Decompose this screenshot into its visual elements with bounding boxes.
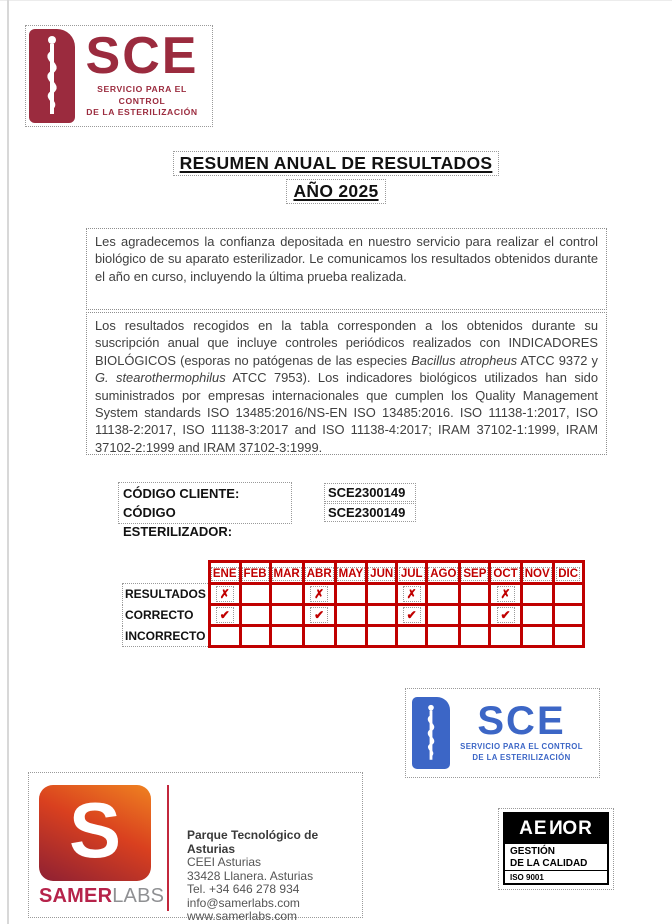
month-nov: NOV [524,567,550,580]
samerlabs-footer-block [28,772,363,923]
month-mar: MAR [273,567,300,580]
title-line2: AÑO 2025 [286,179,385,204]
samerlabs-name-light: LABS [112,885,165,907]
samerlabs-wordmark [39,885,165,908]
results-table [122,560,585,648]
month-dic: DIC [558,567,579,580]
details-paragraph [86,312,607,455]
mark-cell: ✔ [216,607,234,623]
table-corner-cell [123,562,210,584]
month-jun: JUN [370,567,394,580]
aenor-cert-line1: GESTIÓN [510,846,556,857]
mark-cell: ✗ [403,586,421,602]
stamp-tagline-line2: DE LA ESTERILIZACIÓN [472,752,571,762]
intro-paragraph-text: Les agradecemos la confianza depositada en nuestro servicio para realizar el control biológico de su aparato esterilizador. Le comunicamos los resultados obtenidos durante el año en curso, incluyendo la última prueba realizada. [95,234,598,284]
footer-divider-line [167,785,169,911]
address-line-5: info@samerlabs.com [187,895,300,910]
samerlabs-name-bold: SAMER [39,885,113,907]
aenor-iso-label: ISO 9001 [510,873,544,882]
sce-stamp-logo [405,688,600,778]
document-title [0,151,672,204]
month-sep: SEP [463,567,487,580]
mark-cell: ✔ [403,607,421,623]
sce-header-logo [25,25,213,127]
table-row-correcto [123,605,584,626]
aenor-certification-block [498,808,614,890]
aenor-letter-n-mirrored: N [547,818,563,839]
aenor-letters-ae: AE [519,818,548,839]
month-jul: JUL [400,567,423,580]
month-oct: OCT [493,567,518,580]
table-row-resultados [123,584,584,605]
address-line-6: www.samerlabs.com [187,909,298,923]
row-label-incorrecto: INCORRECTO [125,628,206,643]
sce-tagline-line2: DE LA ESTERILIZACIÓN [86,107,198,118]
mark-cell: ✔ [310,607,328,623]
address-line-2: CEEI Asturias [187,855,262,869]
stamp-sce-wordmark: SCE [477,698,566,743]
table-row-incorrecto [123,626,584,647]
address-line-4: Tel. +34 646 278 934 [187,882,300,896]
client-code-field[interactable]: SCE2300149 [324,483,416,502]
row-label-correcto: CORRECTO [125,608,194,622]
species-name-2: G. stearothermophilus [95,370,226,386]
mark-cell: ✗ [497,586,515,602]
details-text-2: ATCC 9372 y [517,352,598,368]
stamp-tagline-line1: SERVICIO PARA EL CONTROL [460,741,583,751]
samerlabs-address [187,829,362,924]
address-line-3: 33428 Llanera. Asturias [187,868,314,883]
sce-wordmark: SCE [85,27,199,86]
sterilizer-code-field[interactable]: SCE2300149 [324,503,416,522]
month-may: MAY [338,567,364,580]
intro-paragraph [86,228,607,310]
aenor-cert-line2: DE LA CALIDAD [510,857,588,869]
sterilizer-code-label: CÓDIGO ESTERILIZADOR: [123,505,233,539]
month-abr: ABR [306,567,332,580]
month-feb: FEB [243,567,267,580]
month-ago: AGO [430,567,457,580]
month-ene: ENE [212,567,237,580]
page-left-edge [7,0,9,924]
codes-labels [118,482,292,539]
mark-cell: ✔ [497,607,515,623]
months-header-row [123,562,584,584]
aenor-letters-or: OR [562,818,593,839]
species-name-1: Bacillus atropheus [411,352,518,368]
page-top-edge [0,0,672,1]
details-text-1: Los resultados recogidos en la tabla corresponden a los obtenidos durante su suscripción anual que incluye controles periódicos realizados con INDICADORES BIOLÓGICOS (esporas no patógenas de las especies [95,318,598,368]
samerlabs-s-glyph: S [68,786,122,874]
details-text-3: ATCC 7953). Los indicadores biológicos utilizados han sido suministrados por empresas internacionales que cumplen los Quality Management System standards ISO 13485:2016/NS-EN ISO 13485:2016. ISO 11138-1:2017, ISO 11138-2:2017, ISO 11138-3:2017 and ISO 11138-4:2017; IRAM 37102-1:1999, IRAM 37102-2:1999 and IRAM 37102-3:1999. [95,370,598,455]
client-code-label: CÓDIGO CLIENTE: [123,486,240,501]
mark-cell: ✗ [216,586,234,602]
title-line1: RESUMEN ANUAL DE RESULTADOS [173,151,500,176]
row-label-resultados: RESULTADOS [125,587,206,602]
caduceus-stamp-icon [412,697,450,769]
samerlabs-logo-icon [39,785,151,881]
caduceus-icon [29,29,75,123]
address-line-1: Parque Tecnológico de Asturias [187,828,319,856]
aenor-logo [503,812,609,885]
mark-cell: ✗ [310,586,328,602]
sce-tagline-line1: SERVICIO PARA EL CONTROL [97,84,187,106]
aenor-wordmark [505,814,607,844]
